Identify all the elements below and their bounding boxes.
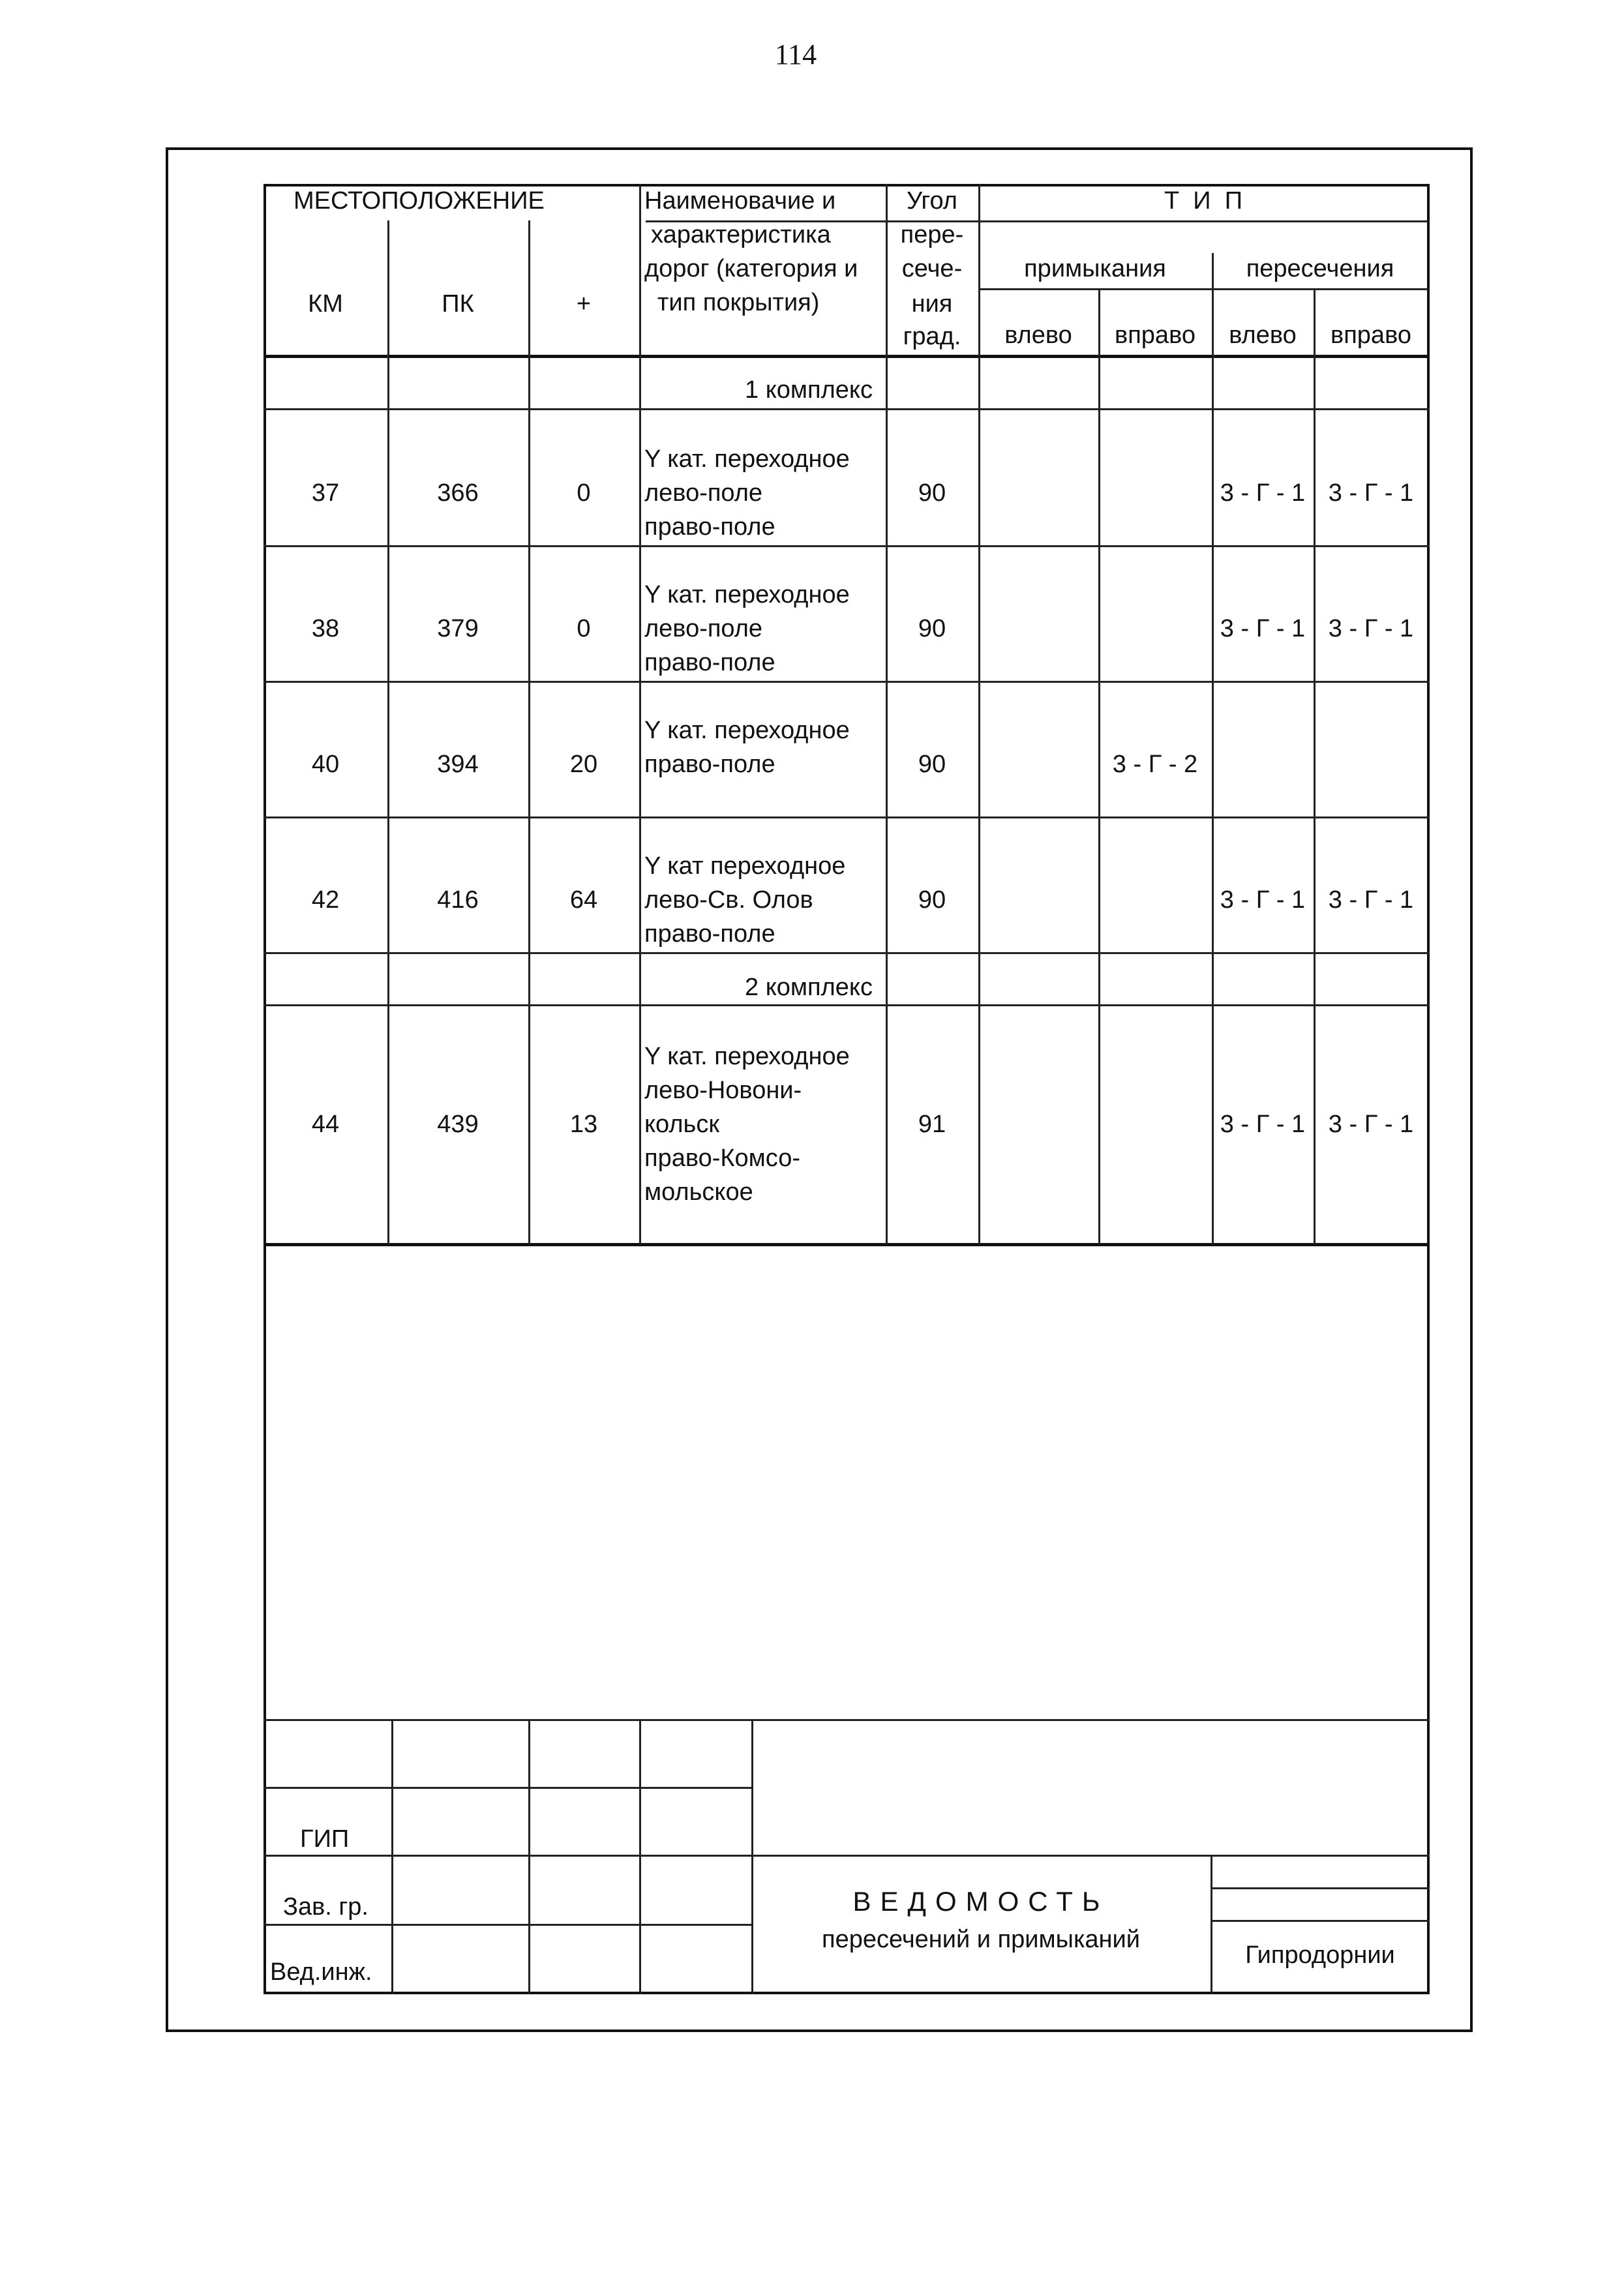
name-header-line1: Наименовачие и [644, 187, 836, 215]
row-desc-line: право-Комсо- [644, 1145, 801, 1172]
row-desc-line: Y кат. переходное [644, 581, 850, 608]
row-pk: 379 [437, 615, 479, 642]
document-title: ВЕДОМОСТЬ [852, 1886, 1109, 1917]
organization-name: Гипродорнии [1245, 1941, 1395, 1969]
angle-header-line3: сече- [901, 255, 963, 282]
row-plus: 20 [569, 751, 598, 778]
angle-header-line2: пере- [900, 221, 964, 248]
row-desc-line: лево-Новони- [644, 1077, 802, 1104]
row-pk: 394 [437, 751, 479, 778]
row-desc-line: лево-поле [644, 479, 763, 507]
row-desc-line: право-поле [644, 513, 775, 541]
angle-header-line1: Угол [907, 187, 957, 215]
row-desc-line: Y кат переходное [644, 852, 846, 880]
row-desc-line: лево-поле [644, 615, 763, 642]
row-cross-right: 3 - Г - 1 [1328, 886, 1414, 914]
row-desc-line: кольск [644, 1111, 719, 1138]
crossing-header: пересечения [1246, 255, 1394, 282]
row-cross-left: 3 - Г - 1 [1220, 479, 1306, 507]
km-header: КМ [308, 290, 343, 318]
type-header: Т И П [1164, 187, 1243, 215]
row-cross-left: 3 - Г - 1 [1220, 615, 1306, 642]
complex-2-label: 2 комплекс [745, 974, 873, 1001]
junction-header: примыкания [1024, 255, 1166, 282]
row-pk: 366 [437, 479, 479, 507]
row-angle: 90 [918, 751, 946, 778]
row-angle: 90 [918, 479, 946, 507]
pk-header: ПК [442, 290, 474, 318]
row-angle: 91 [918, 1111, 946, 1138]
row-desc-line: право-поле [644, 751, 775, 778]
row-pk: 439 [437, 1111, 479, 1138]
ved-inzh-label: Вед.инж. [270, 1958, 372, 1986]
row-cross-right: 3 - Г - 1 [1328, 479, 1414, 507]
crossing-left-header: влево [1229, 322, 1297, 349]
row-desc-line: лево-Св. Олов [644, 886, 813, 914]
row-cross-left: 3 - Г - 1 [1220, 1111, 1306, 1138]
plus-header: + [576, 290, 592, 318]
zav-gr-label: Зав. гр. [283, 1893, 368, 1921]
angle-header-line4: ния [911, 290, 953, 318]
row-desc-line: право-поле [644, 920, 775, 948]
row-angle: 90 [918, 886, 946, 914]
row-desc-line: Y кат. переходное [644, 1043, 850, 1070]
junction-left-header: влево [1004, 322, 1072, 349]
complex-1-label: 1 комплекс [745, 376, 873, 404]
row-cross-right: 3 - Г - 1 [1328, 1111, 1414, 1138]
row-plus: 64 [569, 886, 598, 914]
junction-right-header: вправо [1115, 322, 1195, 349]
row-km: 44 [311, 1111, 340, 1138]
crossing-right-header: вправо [1331, 322, 1411, 349]
row-junction-right: 3 - Г - 2 [1112, 751, 1198, 778]
row-pk: 416 [437, 886, 479, 914]
gip-label: ГИП [300, 1825, 350, 1853]
name-header-line2: характеристика [651, 221, 831, 248]
row-cross-right: 3 - Г - 1 [1328, 615, 1414, 642]
row-cross-left: 3 - Г - 1 [1220, 886, 1306, 914]
row-km: 40 [311, 751, 340, 778]
row-plus: 0 [577, 615, 591, 642]
row-angle: 90 [918, 615, 946, 642]
row-desc-line: право-поле [644, 649, 775, 676]
location-header: МЕСТОПОЛОЖЕНИЕ [293, 187, 545, 215]
row-desc-line: Y кат. переходное [644, 717, 850, 744]
angle-header-line5: град. [903, 323, 961, 350]
row-plus: 0 [577, 479, 591, 507]
name-header-line3: дорог (категория и [644, 255, 858, 282]
row-km: 38 [311, 615, 340, 642]
row-km: 37 [311, 479, 340, 507]
page-number: 114 [774, 38, 817, 70]
row-km: 42 [311, 886, 340, 914]
row-desc-line: мольское [644, 1178, 753, 1206]
row-desc-line: Y кат. переходное [644, 445, 850, 473]
name-header-line4: тип покрытия) [657, 289, 820, 316]
document-subtitle: пересечений и примыканий [822, 1926, 1140, 1953]
row-plus: 13 [569, 1111, 598, 1138]
